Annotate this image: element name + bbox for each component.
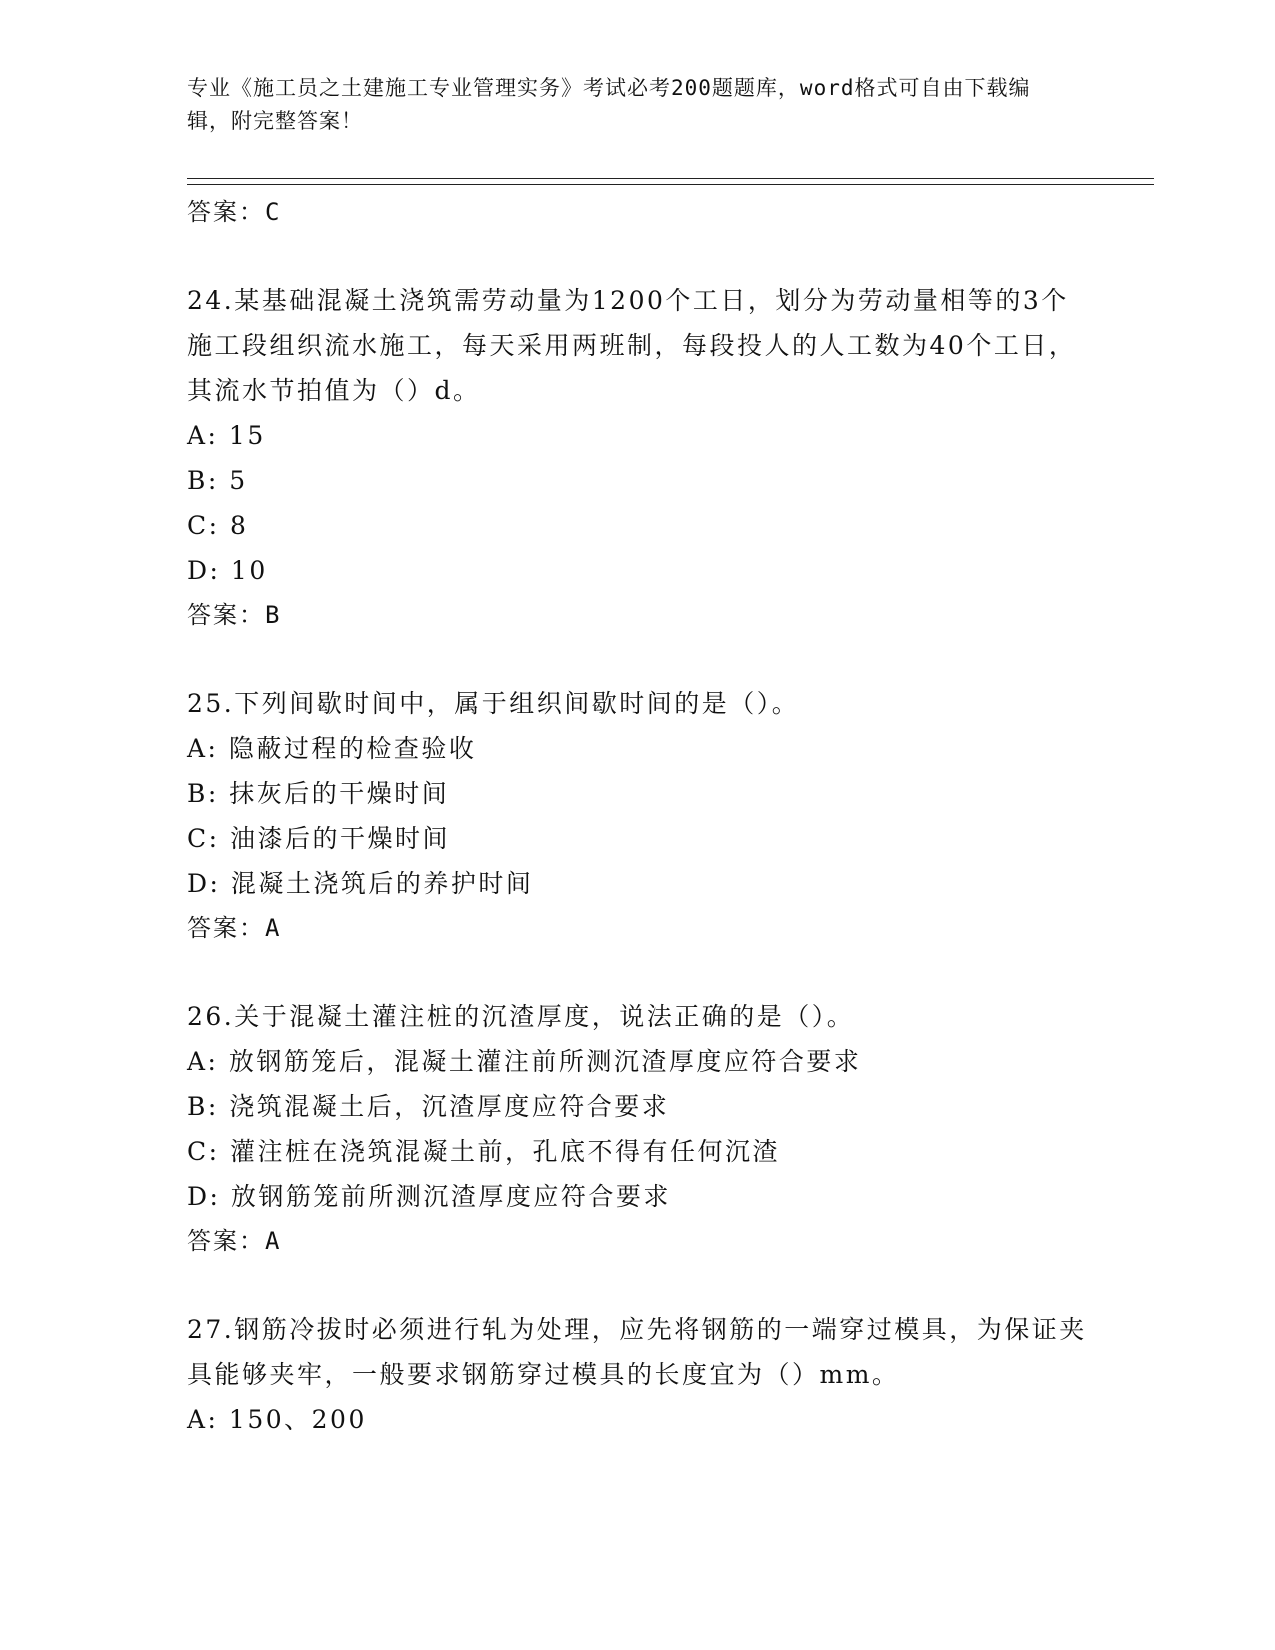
option-d: D: 混凝土浇筑后的养护时间 [187,869,534,898]
answer-line: 答案：A [187,914,282,942]
header-title: 专业《施工员之土建施工专业管理实务》考试必考200题题库，word格式可自由下载编辑，附完整答案！ [187,76,1031,133]
question-stem: 24.某基础混凝土浇筑需劳动量为1200个工日，划分为劳动量相等的3个施工段组织流水施工，每天采用两班制，每段投人的人工数为40个工日，其流水节拍值为（）d。 [187,286,1077,405]
question-27 [187,1307,1087,1442]
option-b: B: 5 [187,466,248,495]
option-a: A: 隐蔽过程的检查验收 [187,734,477,763]
option-d: D: 放钢筋笼前所测沉渣厚度应符合要求 [187,1182,671,1211]
option-a: A: 放钢筋笼后，混凝土灌注前所测沉渣厚度应符合要求 [187,1047,862,1076]
document-body [187,190,1087,1442]
option-b: B: 浇筑混凝土后，沉渣厚度应符合要求 [187,1092,670,1121]
option-c: C: 油漆后的干燥时间 [187,824,450,853]
question-26 [187,994,1087,1264]
page-header [187,72,1067,138]
question-stem: 25.下列间歇时间中，属于组织间歇时间的是（）。 [187,689,800,718]
answer-line: 答案：A [187,1227,282,1255]
option-a: A: 150、200 [187,1405,367,1434]
option-c: C: 灌注桩在浇筑混凝土前，孔底不得有任何沉渣 [187,1137,780,1166]
question-stem: 26.关于混凝土灌注桩的沉渣厚度，说法正确的是（）。 [187,1002,855,1031]
question-stem: 27.钢筋冷拔时必须进行轧为处理，应先将钢筋的一端穿过模具，为保证夹具能够夹牢，一般要求钢筋穿过模具的长度宜为（）mm。 [187,1315,1087,1389]
option-a: A: 15 [187,421,266,450]
option-c: C: 8 [187,511,249,540]
option-d: D: 10 [187,556,268,585]
option-b: B: 抹灰后的干燥时间 [187,779,450,808]
question-25 [187,681,1087,951]
answer-line: 答案：C [187,198,282,226]
header-divider [187,178,1154,185]
answer-line: 答案：B [187,601,282,629]
question-24 [187,278,1087,638]
